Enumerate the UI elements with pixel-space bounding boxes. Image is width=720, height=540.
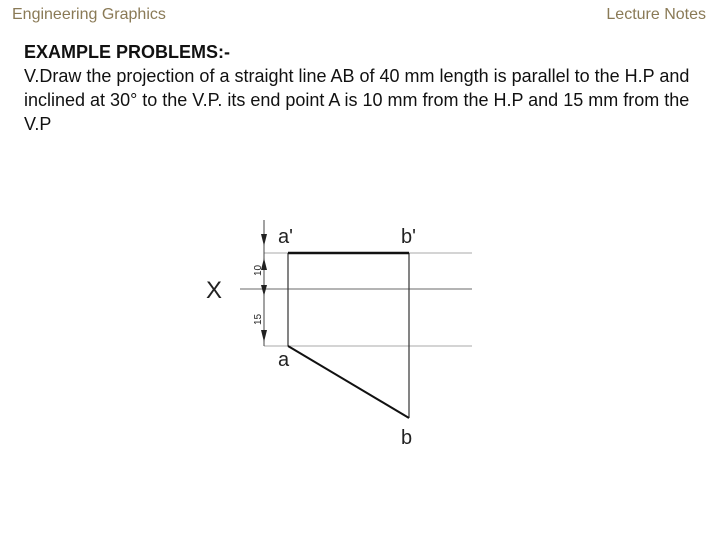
dimension-10: 10: [253, 264, 264, 276]
line-a-b: [288, 346, 409, 418]
header-subject: Engineering Graphics: [12, 6, 166, 23]
dim-arrow-bottom-2: [261, 330, 267, 342]
label-x: X: [206, 277, 223, 304]
dimension-15: 15: [253, 313, 264, 325]
label-a-prime: a': [278, 226, 293, 248]
section-heading: EXAMPLE PROBLEMS:-: [24, 42, 231, 62]
problem-statement: V.Draw the projection of a straight line AB of 40 mm length is parallel to the H.P and inclined at 30° to the V.P. its end point A is 10 mm from the H.P and 15 mm from the V.P: [24, 66, 690, 134]
label-a: a: [278, 349, 290, 371]
dim-arrow-bottom-1: [261, 285, 267, 296]
label-b: b: [401, 427, 413, 449]
dim-arrow-top-1: [261, 234, 267, 246]
label-b-prime: b': [401, 226, 416, 248]
header-doc-type: Lecture Notes: [606, 6, 706, 23]
